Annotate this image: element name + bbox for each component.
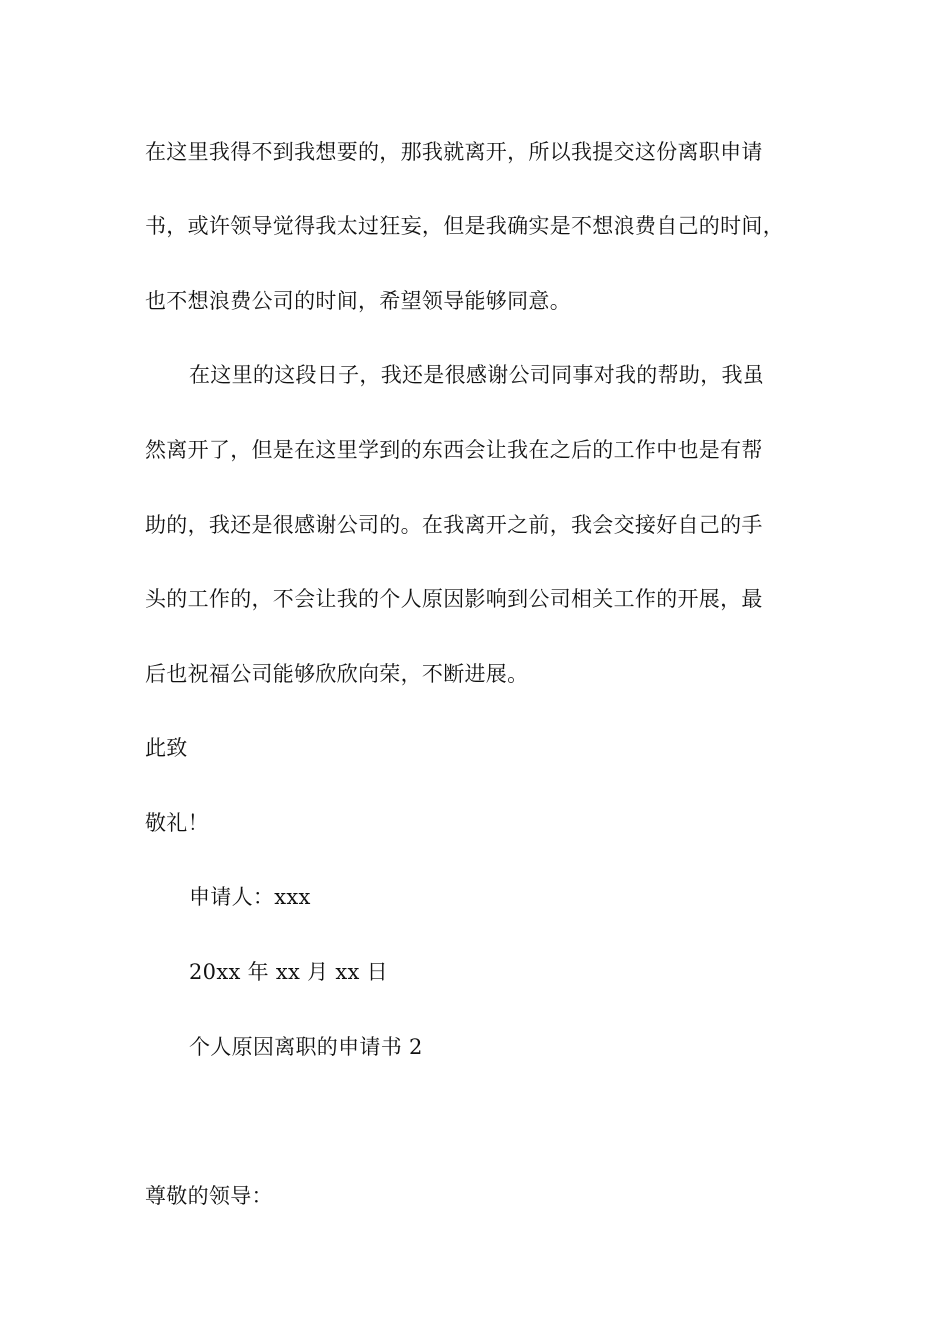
paragraph-2-line-4: 头的工作的，不会让我的个人原因影响到公司相关工作的开展，最 [145,587,763,611]
next-letter-title: 个人原因离职的申请书 2 [189,1035,423,1059]
closing-jing-li: 敬礼！ [145,811,209,835]
paragraph-2-line-5: 后也祝福公司能够欣欣向荣，不断进展。 [145,662,529,686]
paragraph-1-line-2: 书，或许领导觉得我太过狂妄，但是我确实是不想浪费自己的时间， [145,214,784,238]
salutation: 尊敬的领导： [145,1184,273,1208]
paragraph-2-line-2: 然离开了，但是在这里学到的东西会让我在之后的工作中也是有帮 [145,438,763,462]
applicant-line: 申请人：xxx [189,885,311,909]
paragraph-1-line-3: 也不想浪费公司的时间，希望领导能够同意。 [145,289,571,313]
paragraph-2-line-1: 在这里的这段日子，我还是很感谢公司同事对我的帮助，我虽 [189,363,765,387]
date-line: 20xx 年 xx 月 xx 日 [189,960,388,984]
paragraph-1-line-1: 在这里我得不到我想要的，那我就离开，所以我提交这份离职申请 [145,140,763,164]
paragraph-2-line-3: 助的，我还是很感谢公司的。在我离开之前，我会交接好自己的手 [145,513,763,537]
closing-ci-zhi: 此致 [145,736,188,760]
